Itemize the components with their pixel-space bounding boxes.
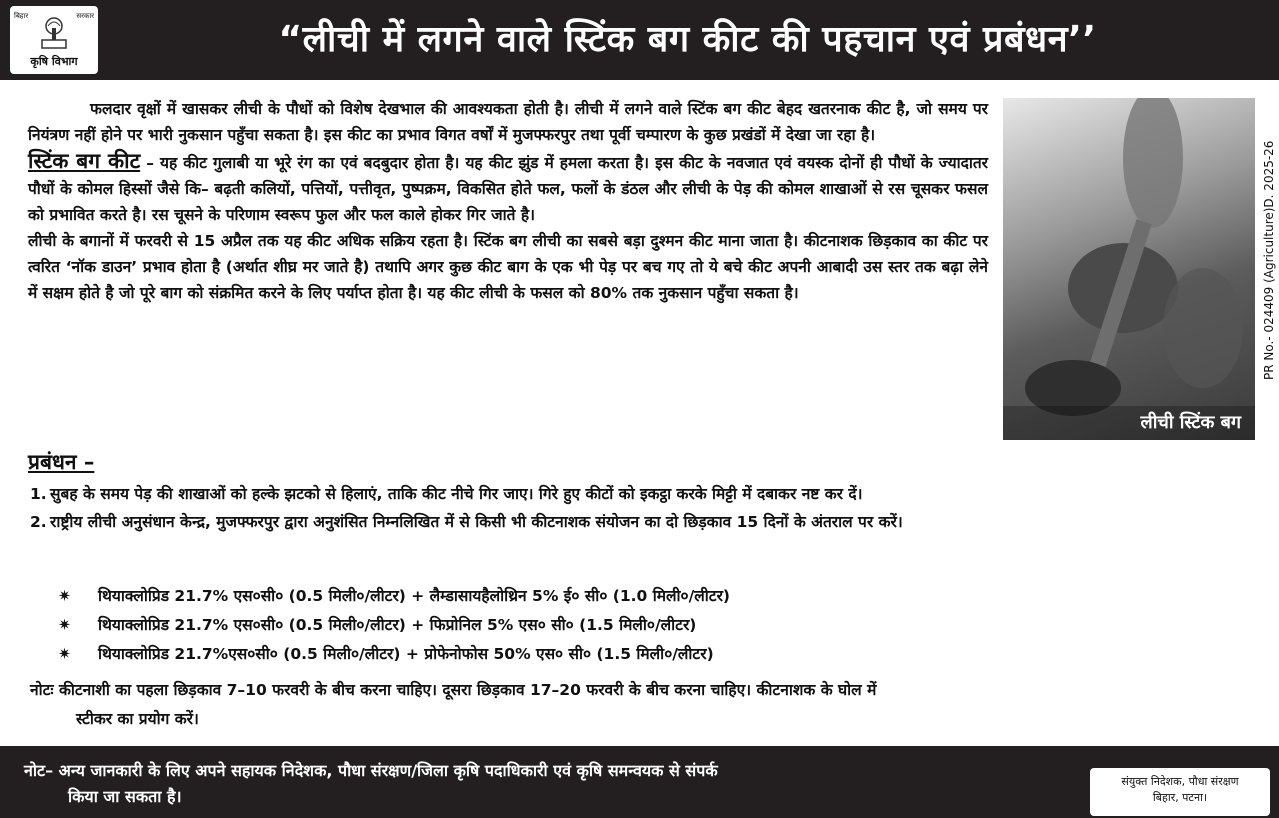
list-item-text: सुबह के समय पेड़ की शाखाओं को हल्के झटको से हिलाएं, ताकि कीट नीचे गिर जाए। गिरे हुए कीटों को इकट्ठा करके मिट्टी में दबाकर नष्ट कर दें। <box>50 485 863 503</box>
signature-box <box>1090 768 1270 816</box>
logo-text-krishi-vibhag: कृषि विभाग <box>30 55 78 68</box>
signature-place: बिहार, पटना। <box>1152 791 1208 804</box>
spray-note-line2: स्टीकर का प्रयोग करें। <box>76 710 199 728</box>
stinkbug-paragraph <box>28 148 988 228</box>
management-list <box>30 480 1260 536</box>
list-item <box>30 508 1260 536</box>
chemical-combinations <box>58 582 1058 669</box>
signature-title: संयुक्त निदेशक, पौधा संरक्षण <box>1121 775 1239 788</box>
chemical-text: थियाक्लोप्रिड 21.7% एस०सी० (0.5 मिली०/लीटर) + फिप्रोनिल 5% एस० सी० (1.5 मिली०/लीटर) <box>98 616 697 634</box>
spray-note-line1: नोटः कीटनाशी का पहला छिड़काव 7–10 फरवरी के बीच करना चाहिए। दूसरा छिड़काव 17–20 फरवरी के बीच करना चाहिए। कीटनाशक के घोल में <box>30 681 877 699</box>
intro-paragraph: फलदार वृक्षों में खासकर लीची के पौधों को विशेष देखभाल की आवश्यकता होती है। लीची में लगने वाले स्टिंक बग कीट बेहद खतरनाक कीट है, जो समय पर नियंत्रण नहीं होने पर भारी नुकसान पहुँचा सकता है। इस कीट का प्रभाव विगत वर्षों में मुजफ्फरपुर तथा पूर्वी चम्पारण के कुछ प्रखंडों में देखा जा रहा है। <box>28 100 988 144</box>
chemical-text: थियाक्लोप्रिड 21.7% एस०सी० (0.5 मिली०/लीटर) + लैम्डासायहैलोथ्रिन 5% ई० सी० (1.0 मिली०/लीटर) <box>98 587 730 605</box>
agriculture-department-logo <box>10 6 98 74</box>
bodhi-tree-emblem-icon <box>40 16 68 50</box>
spray-note <box>30 676 1260 734</box>
chemical-text: थियाक्लोप्रिड 21.7%एस०सी० (0.5 मिली०/लीटर) + प्रोफेनोफोस 50% एस० सी० (1.5 मिली०/लीटर) <box>98 645 714 663</box>
contact-note-line2: किया जा सकता है। <box>68 787 182 806</box>
star-bullet-icon: ✷ <box>58 645 71 663</box>
stinkbug-dash: – <box>140 154 160 172</box>
pr-number: PR No.- 024409 (Agriculture)D. 2025-26 <box>1262 140 1276 380</box>
list-item-text: राष्ट्रीय लीची अनुसंधान केन्द्र, मुजफ्फरपुर द्वारा अनुशंसित निम्नलिखित में से किसी भी कीटनाशक संयोजन का दो छिड़काव 15 दिनों के अंतराल पर करें। <box>50 513 903 531</box>
page-title: “लीची में लगने वाले स्टिंक बग कीट की पहचान एवं प्रबंधन’’ <box>278 19 1097 60</box>
season-paragraph: लीची के बगानों में फरवरी से 15 अप्रैल तक यह कीट अधिक सक्रिय रहता है। स्टिंक बग लीची का सबसे बड़ा दुश्मन कीट माना जाता है। कीटनाशक छिड़काव का कीट पर त्वरित ‘नॉक डाउन’ प्रभाव होता है (अर्थात शीघ्र मर जाते है) तथापि अगर कुछ कीट बाग के एक भी पेड़ पर बच गए तो ये बचे कीट अपनी आबादी उस स्तर तक बढ़ा लेने में सक्षम होते है जो पूरे बाग को संक्रमित करने के लिए पर्याप्त होता है। यह कीट लीची के फसल को 80% तक नुकसान पहुँचा सकता है। <box>28 232 988 302</box>
logo-text-sarkar: सरकार <box>76 12 94 20</box>
contact-note-line1: नोट– अन्य जानकारी के लिए अपने सहायक निदेशक, पौधा संरक्षण/जिला कृषि पदाधिकारी एवं कृषि समन्वयक से संपर्क <box>24 761 718 780</box>
list-item-number: 2. <box>30 513 47 531</box>
header-banner <box>0 0 1279 80</box>
chemical-row <box>58 611 1058 640</box>
litchi-stink-bug-photo <box>1003 98 1255 440</box>
photo-caption: लीची स्टिंक बग <box>1003 406 1255 440</box>
management-heading-dash: – <box>76 450 95 474</box>
management-heading-text: प्रबंधन <box>28 450 77 474</box>
stinkbug-heading: स्टिंक बग कीट <box>28 149 141 173</box>
logo-text-bihar: बिहार <box>14 12 29 20</box>
list-item <box>30 480 1260 508</box>
star-bullet-icon: ✷ <box>58 616 71 634</box>
management-heading <box>28 448 94 476</box>
chemical-row <box>58 640 1058 669</box>
chemical-row <box>58 582 1058 611</box>
stink-bug-image <box>1003 98 1255 440</box>
stinkbug-text: यह कीट गुलाबी या भूरे रंग का एवं बदबुदार होता है। यह कीट झुंड में हमला करता है। इस कीट के नवजात एवं वयस्क दोनों ही पौधों के ज्यादातर पौधों के कोमल हिस्सों जैसे कि– बढ़ती कलियों, पत्तियों, पत्तीवृत, पुष्पक्रम, विकसित होते फल, फलों के डंठल और लीची के पेड़ की कोमल शाखाओं से रस चूसकर फसल को प्रभावित करते है। रस चूसने के परिणाम स्वरूप फुल और फल काले होकर गिर जाते है। <box>28 154 989 224</box>
star-bullet-icon: ✷ <box>58 587 71 605</box>
footer-banner <box>0 746 1279 818</box>
article-body <box>28 96 988 306</box>
contact-note <box>24 758 1084 810</box>
list-item-number: 1. <box>30 485 47 503</box>
